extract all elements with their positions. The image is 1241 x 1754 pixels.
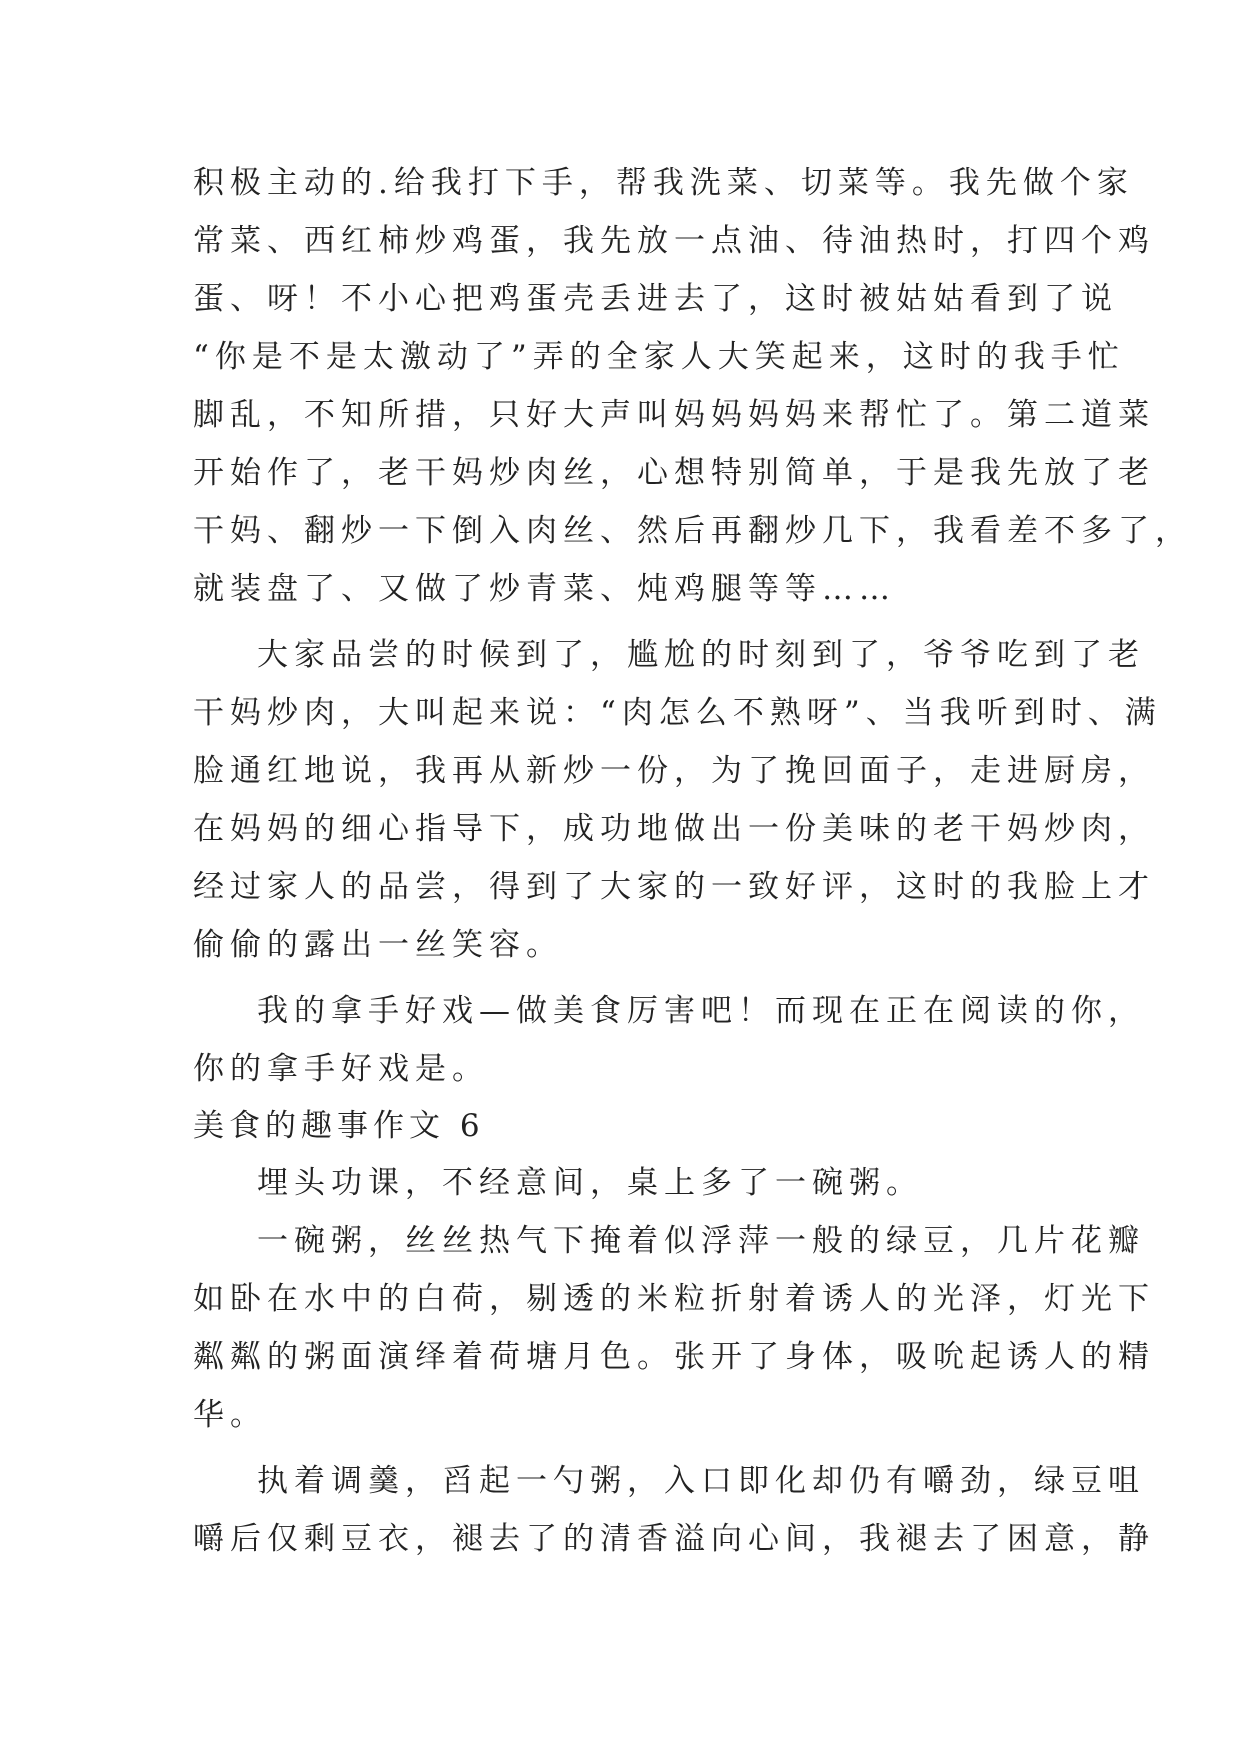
paragraph-first-line: 执着调羹，舀起一勺粥，入口即化却仍有嚼劲，绿豆咀 [257,1463,1145,1499]
paragraph-first-line: 我的拿手好戏—做美食厉害吧！而现在正在阅读的你， [257,993,1145,1029]
text-line: 干妈、翻炒一下倒入肉丝、然后再翻炒几下，我看差不多了， [193,513,1192,549]
text-line: 积极主动的.给我打下手，帮我洗菜、切菜等。我先做个家 [193,165,1134,201]
text-line: 你的拿手好戏是。 [193,1051,489,1087]
text-line: 蛋、呀！不小心把鸡蛋壳丢进去了，这时被姑姑看到了说 [193,281,1118,317]
text-line: 如卧在水中的白荷，剔透的米粒折射着诱人的光泽，灯光下 [193,1281,1155,1317]
text-line: 常菜、西红柿炒鸡蛋，我先放一点油、待油热时，打四个鸡 [193,223,1155,259]
paragraph-first-line: 大家品尝的时候到了，尴尬的时刻到了，爷爷吃到了老 [257,637,1145,673]
text-line: 华。 [193,1397,267,1433]
paragraph-first-line: 埋头功课，不经意间，桌上多了一碗粥。 [257,1165,923,1201]
text-line: 脸通红地说，我再从新炒一份，为了挽回面子，走进厨房， [193,753,1155,789]
text-line: 嚼后仅剩豆衣，褪去了的清香溢向心间，我褪去了困意，静 [193,1521,1155,1557]
text-line: 粼粼的粥面演绎着荷塘月色。张开了身体，吸吮起诱人的精 [193,1339,1155,1375]
section-heading: 美食的趣事作文 6 [193,1108,485,1144]
text-line: 开始作了，老干妈炒肉丝，心想特别简单，于是我先放了老 [193,455,1155,491]
paragraph-first-line: 一碗粥，丝丝热气下掩着似浮萍一般的绿豆，几片花瓣 [257,1223,1145,1259]
text-line: 偷偷的露出一丝笑容。 [193,927,563,963]
text-line: 脚乱，不知所措，只好大声叫妈妈妈妈来帮忙了。第二道菜 [193,397,1155,433]
text-line: 在妈妈的细心指导下，成功地做出一份美味的老干妈炒肉， [193,811,1155,847]
text-line: 干妈炒肉，大叫起来说：“肉怎么不熟呀”、当我听到时、满 [193,695,1162,731]
text-line: 经过家人的品尝，得到了大家的一致好评，这时的我脸上才 [193,869,1155,905]
text-line: “你是不是太激动了”弄的全家人大笑起来，这时的我手忙 [193,339,1125,375]
text-line: 就装盘了、又做了炒青菜、炖鸡腿等等…… [193,571,896,607]
document-body [193,154,1192,1568]
